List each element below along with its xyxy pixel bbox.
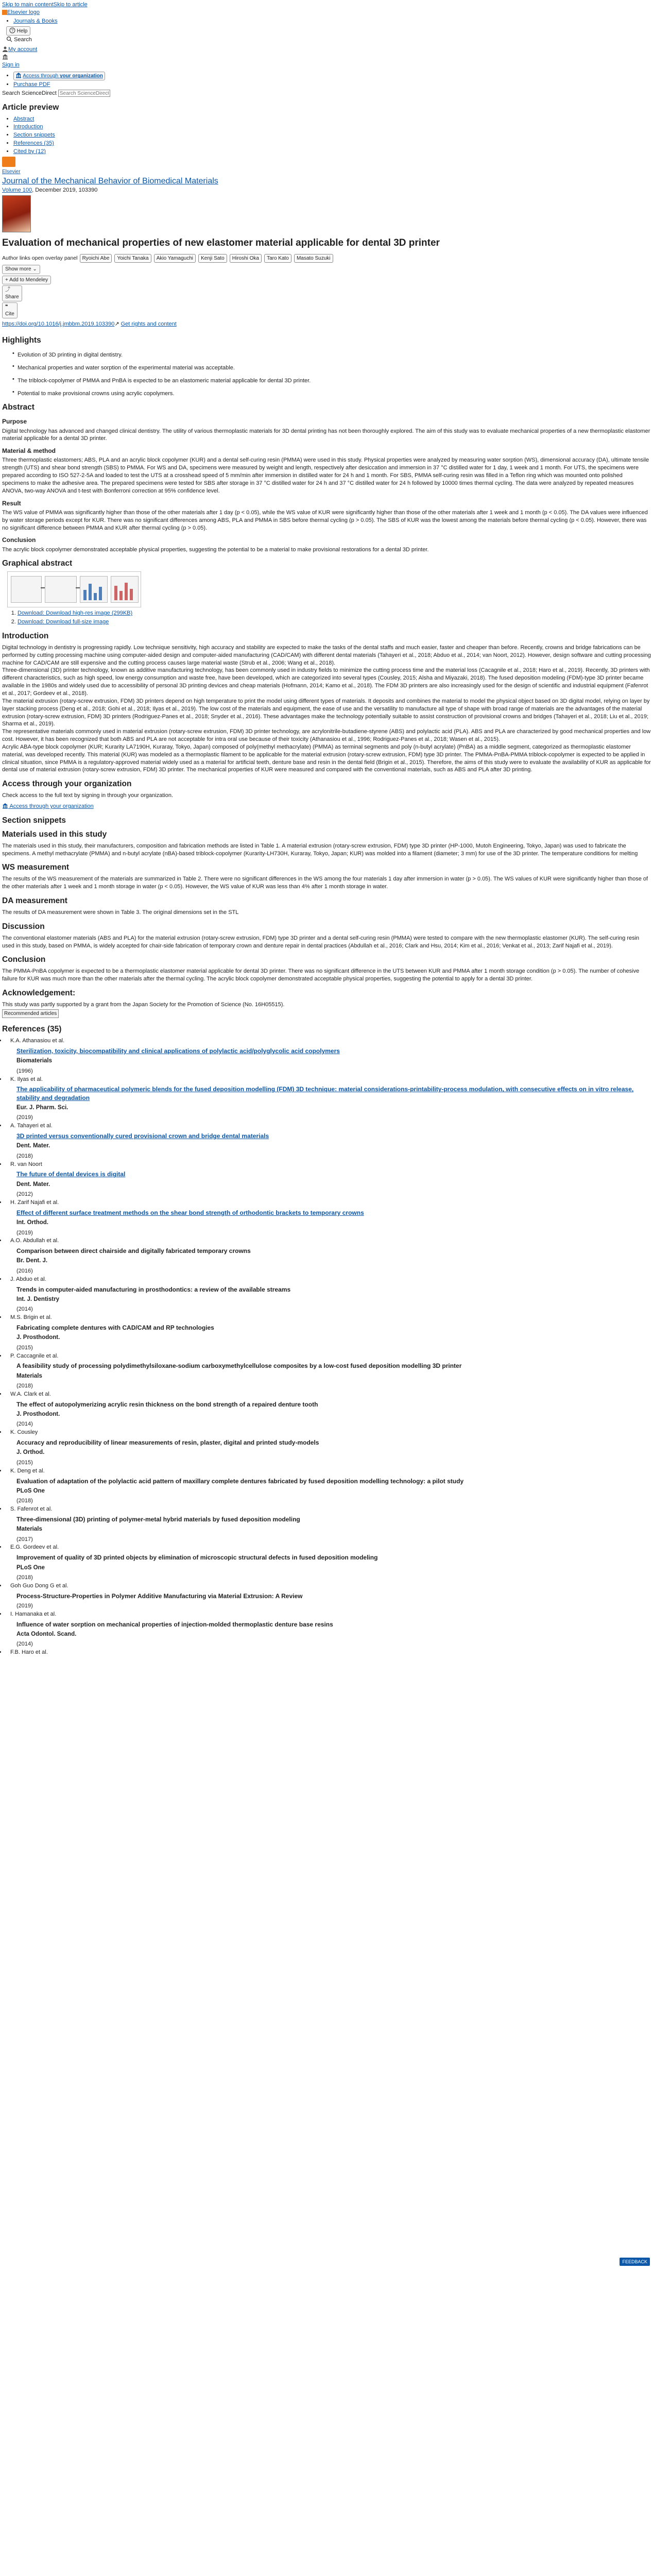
result-text: The WS value of PMMA was significantly higher than those of the other materials after 1 day (p < 0.05), while the WS value of KUR were significantly higher than those of the other materials after 1 week and 1 month (p < 0.05). The DA values were influenced by water storage periods except for KUR. There was no significant differences among ABS, PLA and PMMA in SBS before thermal cycling (p > 0.05). The SBS of KUR was the lowest among the materials before thermal cycling (p < 0.05). However, there was no significant difference between PMMA and KUR after thermal cycling (p > 0.05). <box>2 509 648 531</box>
reference-title: Trends in computer-aided manufacturing in prosthodontics: a review of the available streams <box>16 1285 291 1293</box>
reference-title: Evaluation of adaptation of the polylactic acid pattern of maxillary complete dentures fabricated by fused deposition modelling technology: a pilot study <box>16 1477 464 1485</box>
reference-year: (2016) <box>16 1267 33 1274</box>
intro-paragraph: Acrylic ABA-type block copolymer (KUR; Kurarity LA7190H, Kuraray, Tokyo, Japan) composed of poly(methyl methacrylate) (PMMA) as terminal segments and poly (n-butyl acrylate) (PnBA) as a middle segment, categorized as thermoplastic elastomer material, was developed recently. This material (KUR) was modeled as a thermoplastic filament to be applicable for the material extrusion (rotary-screw extrusion, FDM) type 3D printer. The PMMA-PnBA-PMMA triblock-copolymer is expected to be applied in clinical situation, since PMMA is a regulatory-approved material widely used as a material for artificial teeth, denture base and resin in the dental field (Brigin et al., 2015). Therefore, the aims of this study were to evaluate the availability of KUR as applicable for dental use of material extrusion (rotary-screw extrusion, FDM) 3D printer. The mechanical properties of KUR were measured and compared with the conventional materials, such as ABS and PLA after 3D printing. <box>2 743 651 773</box>
institution-icon <box>2 54 8 60</box>
reference-title: Improvement of quality of 3D printed objects by elimination of microscopic structural defects in fused deposition modeling <box>16 1554 378 1562</box>
reference-item <box>6 1611 651 1648</box>
skip-links <box>2 1 651 9</box>
method-text: Three thermoplastic elastomers; ABS, PLA and an acrylic block copolymer (KUR) and a dental self-curing resin (PMMA) were used in this study. Physical properties were analyzed by measuring water sorption (WS), dimensional accuracy (DA), ultimate tensile strength (UTS) and shear bond strength (SBS) to PMMA. For WS and DA, specimens were measured by weight and length, respectively after desiccation and immersion in 37 °C distilled water for 1 day, 1 week and 1 month. For UTS, the specimens were prepared according to ISO 527-2-5A and loaded to test the UTS at a crosshead speed of 5 mm/min after immersion in distilled water for 24 h and 1 month. For SBS, PMMA self-curing resin was filled in a Teflon ring which was mounted onto polished specimens to make the adhesive area. The prepared specimens were tested for SBS after storage in 37 °C distilled water for 24 h and 37 °C distilled water for 24 h followed by 10000 times thermal cycling. The data were analyzed by repeated measures ANOVA, two-way ANOVA and t-test with Bonferroni correction at 95% confidence level. <box>2 457 649 494</box>
reference-item <box>6 1352 651 1390</box>
search-label: Search <box>14 37 32 43</box>
access-toolbar <box>2 72 651 97</box>
toc-link-references[interactable]: References (35) <box>13 140 54 147</box>
share-icon: ⤴ <box>5 287 10 293</box>
discussion-text: The conventional elastomer materials (ABS and PLA) for the material extrusion (rotary-screw extrusion, FDM) type 3D printer and a dental self-curing resin (PMMA) were tested to compare with the new thermoplastic elastomer (KUR). The self-curing resin used in this study, based on PMMA, is widely accepted for chair-side fabrication of temporary crown and denture repair in dental practices (Abdullah et al., 2016; Clark and Hsu, 2014; Kim et al., 2016; Venkat et al., 2013; Zarif Najafi et al., 2019). <box>2 935 640 949</box>
reference-title[interactable]: Effect of different surface treatment methods on the shear bond strength of orthodontic brackets to temporary crowns <box>16 1209 364 1216</box>
reference-item <box>6 1161 651 1198</box>
intro-paragraph: The representative materials commonly used in material extrusion (rotary-screw extrusion, FDM) 3D printer technology, are acrylonitrile-butadiene-styrene (ABS) and polylactic acid (PLA). ABS and PLA are characterized by good mechanical properties and low cost. However, it has been recognized that both ABS and PLA are not acceptable for intra oral use because of their toxicity (Athanasiou et al., 1996; Rodriguez-Panes et al., 2018; Wasen et al., 2015). <box>2 728 651 743</box>
graphical-abstract-heading: Graphical abstract <box>2 559 73 568</box>
skip-article-link[interactable]: Skip to article <box>53 2 88 8</box>
access-item <box>13 72 651 80</box>
doi-row <box>2 320 651 328</box>
ga-bar <box>94 593 97 600</box>
plus-icon: + <box>5 277 8 283</box>
site-header <box>2 9 651 69</box>
toc-item-references <box>13 140 651 147</box>
skip-main-link[interactable]: Skip to main content <box>2 2 54 8</box>
reference-list <box>6 1037 651 1656</box>
author-chip[interactable]: Ryoichi Abe <box>80 254 112 263</box>
reference-title: Accuracy and reproducibility of linear measurements of resin, plaster, digital and printed study-models <box>16 1439 319 1447</box>
reference-year: (1996) <box>16 1067 33 1074</box>
reference-year: (2014) <box>16 1641 33 1648</box>
highlight-text: • Mechanical properties and water sorption of the experimental material was acceptable. <box>18 364 235 371</box>
svg-text:?: ? <box>11 28 14 33</box>
cite-label: Cite <box>5 311 14 317</box>
access-org-row <box>2 803 651 810</box>
reference-journal: Dent. Mater. <box>16 1181 50 1188</box>
doi-link[interactable]: https://doi.org/10.1016/j.jmbbm.2019.103390 <box>2 321 115 328</box>
reference-item <box>6 1544 651 1581</box>
ga-panel-chart-2 <box>111 576 139 603</box>
ga-bar <box>99 587 102 600</box>
ws-heading: WS measurement <box>2 863 70 872</box>
reference-author: • K.A. Athanasiou et al. <box>10 1038 65 1044</box>
download-full-size-link[interactable]: Download: Download full-size image <box>18 619 109 625</box>
reference-year: (2015) <box>16 1344 33 1351</box>
help-button[interactable] <box>6 26 30 36</box>
institution-icon <box>2 803 8 809</box>
ga-bar <box>119 591 123 600</box>
share-button[interactable] <box>2 285 22 301</box>
cite-button[interactable] <box>2 302 18 318</box>
reference-author: • J. Abduo et al. <box>10 1276 46 1282</box>
reference-item <box>6 1391 651 1428</box>
reference-item <box>6 1122 651 1160</box>
reference-title[interactable]: The applicability of pharmaceutical polymeric blends for the fused deposition modelling (FDM) 3D technique: material considerations-printability-process modulation, with consecutive effects on in vitro release, stability and degradation <box>16 1086 634 1101</box>
reference-year: (2014) <box>16 1306 33 1313</box>
publisher-row <box>2 157 651 176</box>
reference-title: Comparison between direct chairside and digitally fabricated temporary crowns <box>16 1247 251 1255</box>
result-heading: Result <box>2 499 21 507</box>
reference-item <box>6 1505 651 1543</box>
reference-journal: Br. Dent. J. <box>16 1258 48 1264</box>
highlight-text: • Evolution of 3D printing in digital dentistry. <box>18 352 123 359</box>
highlight-item <box>18 351 651 359</box>
ws-text: The results of the WS measurement of the materials are summarized in Table 2. There were no significant differences in the WS among the four materials 1 day after immersion in water (p > 0.05). The WS values of KUR were significantly higher than those of the other materials after 1 week and 1 month storage in water (p < 0.05). However, the WS value of KUR was less than 4% after 1 month storage in water. <box>2 876 648 890</box>
download-high-res-link[interactable]: Download: Download high-res image (299KB) <box>18 610 133 617</box>
da-heading: DA measurement <box>2 896 67 906</box>
sd-search-row <box>2 90 651 97</box>
snippets-heading: Section snippets <box>2 816 66 825</box>
show-more-label: Show more <box>5 266 31 273</box>
reference-item <box>6 1649 651 1656</box>
materials-text: The materials used in this study, their manufacturers, composition and fabrication methods are listed in Table 1. A material extrusion (rotary-screw extrusion, FDM) type 3D printer (HP-1000, Mutoh Engineering, Tokyo, Japan) was used to fabricate the specimens. A methyl methacrylate (PMMA) and n-butyl acrylate (nBA)-based triblock-copolymer (Kurarity-LH730H, Kuraray, Tokyo, Japan; KUR) was molded into a filament (diameter; 3 mm) for use of the 3D printer. The temperature conditions for melting <box>2 842 638 857</box>
reference-item <box>6 1037 651 1075</box>
access-text: Check access to the full text by signing in through your organization. <box>2 792 174 799</box>
materials-heading: Materials used in this study <box>2 829 107 839</box>
volume-link[interactable]: Volume 100 <box>2 187 32 194</box>
reference-year: (2018) <box>16 1498 33 1504</box>
help-icon <box>9 27 15 33</box>
author-chip[interactable]: Masato Suzuki <box>294 254 333 263</box>
author-chip[interactable]: Akio Yamaguchi <box>154 254 196 263</box>
reference-author: • F.B. Haro et al. <box>10 1649 48 1656</box>
search-sd-label: Search ScienceDirect <box>2 90 57 96</box>
reference-journal: Int. Orthod. <box>16 1219 48 1226</box>
reference-journal: J. Orthod. <box>16 1449 45 1456</box>
purpose-heading: Purpose <box>2 418 27 426</box>
header-nav <box>13 18 651 25</box>
ga-arrow-icon <box>76 587 80 588</box>
intro-paragraph: Digital technology in dentistry is progressing rapidly. Low technique sensitivity, high accuracy and stability are expected to make the tasks of the dental staffs and much easier, faster and cheaper than before. Recently, crowns and bridge fabrications can be performed by cutting processing machine using computer-aided design and computer-aided manufacturing (CAD/CAM) with different dental materials (Tahayeri et al., 2018; Abduo et al., 2014; van Noort, 2012). However, design software and cutting processing machine for CAD/CAM are still expensive and the cutting process causes large material waste (Strub et al., 2006; Wang et al., 2018). <box>2 644 651 666</box>
reference-year: (2019) <box>16 1229 33 1236</box>
journal-block <box>2 157 651 232</box>
header-actions <box>6 26 651 44</box>
reference-author: • A.O. Abdullah et al. <box>10 1238 59 1244</box>
snippet-conclusion-heading: Conclusion <box>2 955 46 964</box>
sign-in-row <box>2 54 651 69</box>
toc-item-cited-by <box>13 148 651 156</box>
access-org-cta-label: Access through your organization <box>9 803 94 810</box>
add-mendeley-label: Add to Mendeley <box>9 277 48 283</box>
references-heading: References (35) <box>2 1025 62 1034</box>
reference-title: A feasibility study of processing polydimethylsiloxane-sodium carboxymethylcellulose composites by a low-cost fused deposition modelling 3D printer <box>16 1362 462 1370</box>
reference-journal: J. Prosthodont. <box>16 1411 60 1417</box>
author-chip[interactable]: Kenji Sato <box>198 254 227 263</box>
intro-paragraph: Three-dimensional (3D) printer technology, known as additive manufacturing technology, has been commonly used in industry fields to minimize the cutting process time and the material loss (Cacagnile et al., 2018; Haro et al., 2019). Recently, 3D printers with different characteristics, such as high speed, low energy consumption and waste free, have been developed, which are categorized into several types (Cousley, 2015; Alsha and Miyazaki, 2018). The fused deposition modeling (FDM)-type 3D printer became available in the 1980s and widely used due to accessibility of personal 3D printing devices and cheap materials (Hofmann, 2014; Kamo et al., 2018). The FDM 3D printers are also increasingly used for the design of scientific and industrial equipment (Fafenrot et al., 2017; Gordeev et al., 2018). <box>2 667 650 697</box>
snippet-conclusion-text: The PMMA-PnBA copolymer is expected to be a thermoplastic elastomer material applicable for dental 3D printer. There was no significant difference in the UTS between KUR and PMMA after 1 month storage condition (p > 0.05). The number of cohesive failure for KUR was much more than the other materials after the thermal cycling. The acrylic block copolymer demonstrated acceptable physical properties, suggesting the potential to apply for a dental 3D printer. <box>2 968 640 982</box>
reference-title: Fabricating complete dentures with CAD/CAM and RP technologies <box>16 1324 214 1331</box>
reference-title[interactable]: Sterilization, toxicity, biocompatibility and clinical applications of polylactic acid/polyglycolic acid copolymers <box>16 1047 340 1055</box>
introduction-heading: Introduction <box>2 632 49 641</box>
graphical-abstract-image[interactable] <box>7 571 141 607</box>
purchase-pdf-link[interactable]: Purchase PDF <box>13 81 50 88</box>
ga-panel-chart <box>80 576 108 603</box>
sign-in-link[interactable]: Sign in <box>2 61 20 68</box>
highlight-item <box>18 377 651 385</box>
da-text: The results of DA measurement were shown in Table 3. The original dimensions set in the STL <box>2 909 239 916</box>
article-preview-heading: Article preview <box>2 103 59 112</box>
article-actions <box>2 276 651 319</box>
access-org-button[interactable] <box>13 72 105 80</box>
ga-panel-printer <box>11 576 42 603</box>
reference-year: (2018) <box>16 1153 33 1159</box>
nav-item-journals <box>13 18 651 25</box>
reference-author: • K. Deng et al. <box>10 1467 45 1474</box>
reference-item <box>6 1314 651 1351</box>
reference-item <box>6 1582 651 1610</box>
reference-author: • A. Tahayeri et al. <box>10 1123 53 1129</box>
ga-bar <box>83 590 87 600</box>
chevron-down-icon: ⌄ <box>32 266 37 273</box>
reference-year: (2017) <box>16 1536 33 1543</box>
search-item <box>6 36 651 44</box>
reference-journal: Materials <box>16 1372 42 1379</box>
search-icon <box>6 36 12 42</box>
ga-bar <box>130 589 133 600</box>
reference-journal: Materials <box>16 1526 42 1533</box>
rights-link[interactable]: Get rights and content <box>121 321 177 328</box>
reference-item <box>6 1199 651 1236</box>
reference-item <box>6 1467 651 1505</box>
issue-line <box>2 187 651 194</box>
conclusion-text: The acrylic block copolymer demonstrated acceptable physical properties, suggesting the potential to be a material to make provisional restorations for a dental 3D printer. <box>2 546 429 553</box>
reference-journal: J. Prosthodont. <box>16 1334 60 1341</box>
reference-journal: Eur. J. Pharm. Sci. <box>16 1104 68 1111</box>
toc-link-introduction[interactable]: Introduction <box>13 124 43 130</box>
method-heading: Material & method <box>2 447 56 455</box>
toc-link-snippets[interactable]: Section snippets <box>13 132 55 139</box>
download-item <box>18 609 651 617</box>
quote-icon: ❝ <box>5 304 8 310</box>
reference-author: • H. Zarif Najafi et al. <box>10 1199 59 1206</box>
reference-year: (2015) <box>16 1459 33 1466</box>
highlights-list <box>18 351 651 397</box>
highlights-heading: Highlights <box>2 336 41 345</box>
reference-author: • M.S. Brigin et al. <box>10 1314 52 1321</box>
ga-bar <box>114 586 117 600</box>
access-org-label: your organization <box>59 73 103 79</box>
preview-toc <box>13 115 651 156</box>
author-links-label: Author links open overlay panel <box>2 255 78 261</box>
reference-author: • K. Ilyas et al. <box>10 1076 43 1082</box>
reference-author: • I. Hamanaka et al. <box>10 1611 57 1617</box>
reference-title: Process-Structure-Properties in Polymer Additive Manufacturing via Material Extrusion: A Review <box>16 1592 303 1600</box>
journal-cover-image[interactable] <box>2 195 31 232</box>
share-label: Share <box>5 294 19 300</box>
feedback-button[interactable]: FEEDBACK <box>620 2258 650 2266</box>
help-item <box>6 26 651 36</box>
reference-author: • P. Caccagnile et al. <box>10 1352 59 1359</box>
toc-item-abstract <box>13 115 651 123</box>
intro-paragraph: The material extrusion (rotary-screw extrusion, FDM) 3D printers depend on high temperature to print the model using different types of materials. It deposits and combines the material to model the physical object based on 3D digital model, relying on layer by layer stacking process (Deng et al., 2018; Gohi et al., 2018; Ilyas et al., 2019). The low cost of the materials and equipment, the ease of use and the versatility to manufacture all type of shape with broad range of materials are the advantages of the material extrusion (rotary-screw extrusion, FDM) 3D printers (Rodriguez-Panes et al., 2018; Snyder et al., 2016). These advantages make the technology potentially suitable to assist construction of provisional crowns and bridges (Tahayeri et al., 2018; Liu et al., 2019; Sharma et al., 2019). <box>2 698 650 727</box>
show-more-row <box>2 265 651 274</box>
reference-journal: PLoS One <box>16 1564 45 1571</box>
abstract-heading: Abstract <box>2 403 35 412</box>
reference-title: Three-dimensional (3D) printing of polymer-metal hybrid materials by fused deposition modeling <box>16 1515 300 1523</box>
access-heading: Access through your organization <box>2 779 132 789</box>
reference-item <box>6 1276 651 1313</box>
toc-link-abstract[interactable]: Abstract <box>13 115 35 122</box>
journals-books-link[interactable]: Journals & Books <box>13 18 58 24</box>
reference-journal: Dent. Mater. <box>16 1143 50 1149</box>
reference-year: (2014) <box>16 1421 33 1428</box>
ga-bar <box>89 584 92 600</box>
search-input[interactable] <box>58 90 110 97</box>
reference-year: (2019) <box>16 1602 33 1609</box>
reference-author: • E.G. Gordeev et al. <box>10 1544 59 1551</box>
reference-year: (2018) <box>16 1574 33 1581</box>
reference-journal: Acta Odontol. Scand. <box>16 1631 77 1637</box>
conclusion-heading: Conclusion <box>2 536 36 544</box>
reference-year: (2019) <box>16 1114 33 1121</box>
ga-bar <box>125 583 128 600</box>
reference-item <box>6 1076 651 1122</box>
reference-title[interactable]: 3D printed versus conventionally cured provisional crown and bridge dental materials <box>16 1132 269 1140</box>
add-mendeley-button[interactable] <box>2 276 51 285</box>
access-prefix-label: Access through <box>23 73 60 79</box>
toc-item-introduction <box>13 123 651 131</box>
institution-icon <box>15 72 22 78</box>
show-more-button[interactable] <box>2 265 40 274</box>
graphical-downloads <box>18 609 651 626</box>
reference-title: The effect of autopolymerizing acrylic resin thickness on the bond strength of a repaired denture tooth <box>16 1400 318 1408</box>
reference-author: • K. Cousley <box>10 1429 38 1436</box>
reference-year: (2018) <box>16 1383 33 1389</box>
access-list <box>13 72 651 88</box>
article-title: Evaluation of mechanical properties of new elastomer material applicable for dental 3D printer <box>2 238 440 249</box>
reference-author: • Goh Guo Dong G et al. <box>10 1582 68 1589</box>
author-chip[interactable]: Hiroshi Oka <box>230 254 262 263</box>
publisher-link[interactable]: Elsevier <box>2 168 21 175</box>
reference-title: Influence of water sorption on mechanical properties of injection-molded thermoplastic denture base resins <box>16 1620 333 1628</box>
download-item <box>18 618 651 626</box>
ga-panel-specimens <box>45 576 77 603</box>
reference-author: • R. van Noort <box>10 1161 42 1167</box>
elsevier-tree-icon <box>2 157 15 167</box>
help-label: Help <box>16 28 28 34</box>
issue-info: , December 2019, 103390 <box>32 187 98 194</box>
account-row <box>2 46 651 54</box>
reference-item <box>6 1429 651 1466</box>
toc-item-snippets <box>13 131 651 139</box>
reference-title[interactable]: The future of dental devices is digital <box>16 1171 126 1178</box>
user-icon <box>2 46 8 52</box>
journal-title-link[interactable]: Journal of the Mechanical Behavior of Biomedical Materials <box>2 176 218 185</box>
ga-arrow-icon <box>41 587 45 588</box>
recommended-articles-button[interactable]: Recommended articles <box>2 1009 59 1019</box>
author-chip[interactable]: Taro Kato <box>264 254 291 263</box>
reference-journal: PLoS One <box>16 1487 45 1494</box>
author-list <box>2 253 651 264</box>
elsevier-logo-icon <box>2 10 7 15</box>
reference-author: • W.A. Clark et al. <box>10 1391 51 1397</box>
my-account-link[interactable]: My account <box>8 46 38 53</box>
search-button[interactable] <box>6 37 32 43</box>
elsevier-logo-link[interactable]: Elsevier logo <box>7 9 40 15</box>
reference-journal: Biomaterials <box>16 1058 53 1064</box>
reference-item <box>6 1237 651 1275</box>
acknowledgement-heading: Acknowledgement: <box>2 989 76 998</box>
external-link-icon: ↗ <box>114 321 119 328</box>
highlight-text: • The triblock-copolymer of PMMA and PnBA is expected to be an elastomeric material applicable for dental 3D printer. <box>18 377 311 384</box>
purpose-text: Digital technology has advanced and changed clinical dentistry. The utility of various thermoplastic materials for 3D dental printing has not been thoroughly explored. The aim of this study was to evaluate mechanical properties of a new thermoplastic elastomer material applicable for a dental 3D printer. <box>2 428 650 442</box>
purchase-item <box>13 81 651 89</box>
acknowledgement-text: This study was partly supported by a grant from the Japan Society for the Promotion of Science (No. 16H05515). <box>2 1001 285 1008</box>
discussion-heading: Discussion <box>2 922 45 931</box>
author-chip[interactable]: Yoichi Tanaka <box>114 254 151 263</box>
access-org-cta[interactable] <box>2 803 94 809</box>
reference-author: • S. Fafenrot et al. <box>10 1506 53 1513</box>
toc-link-cited-by[interactable]: Cited by (12) <box>13 148 46 155</box>
highlight-text: • Potential to make provisional crowns using acrylic copolymers. <box>18 390 175 397</box>
reference-year: (2012) <box>16 1191 33 1198</box>
highlight-item <box>18 364 651 372</box>
reference-journal: Int. J. Dentistry <box>16 1296 60 1302</box>
highlight-item <box>18 390 651 398</box>
